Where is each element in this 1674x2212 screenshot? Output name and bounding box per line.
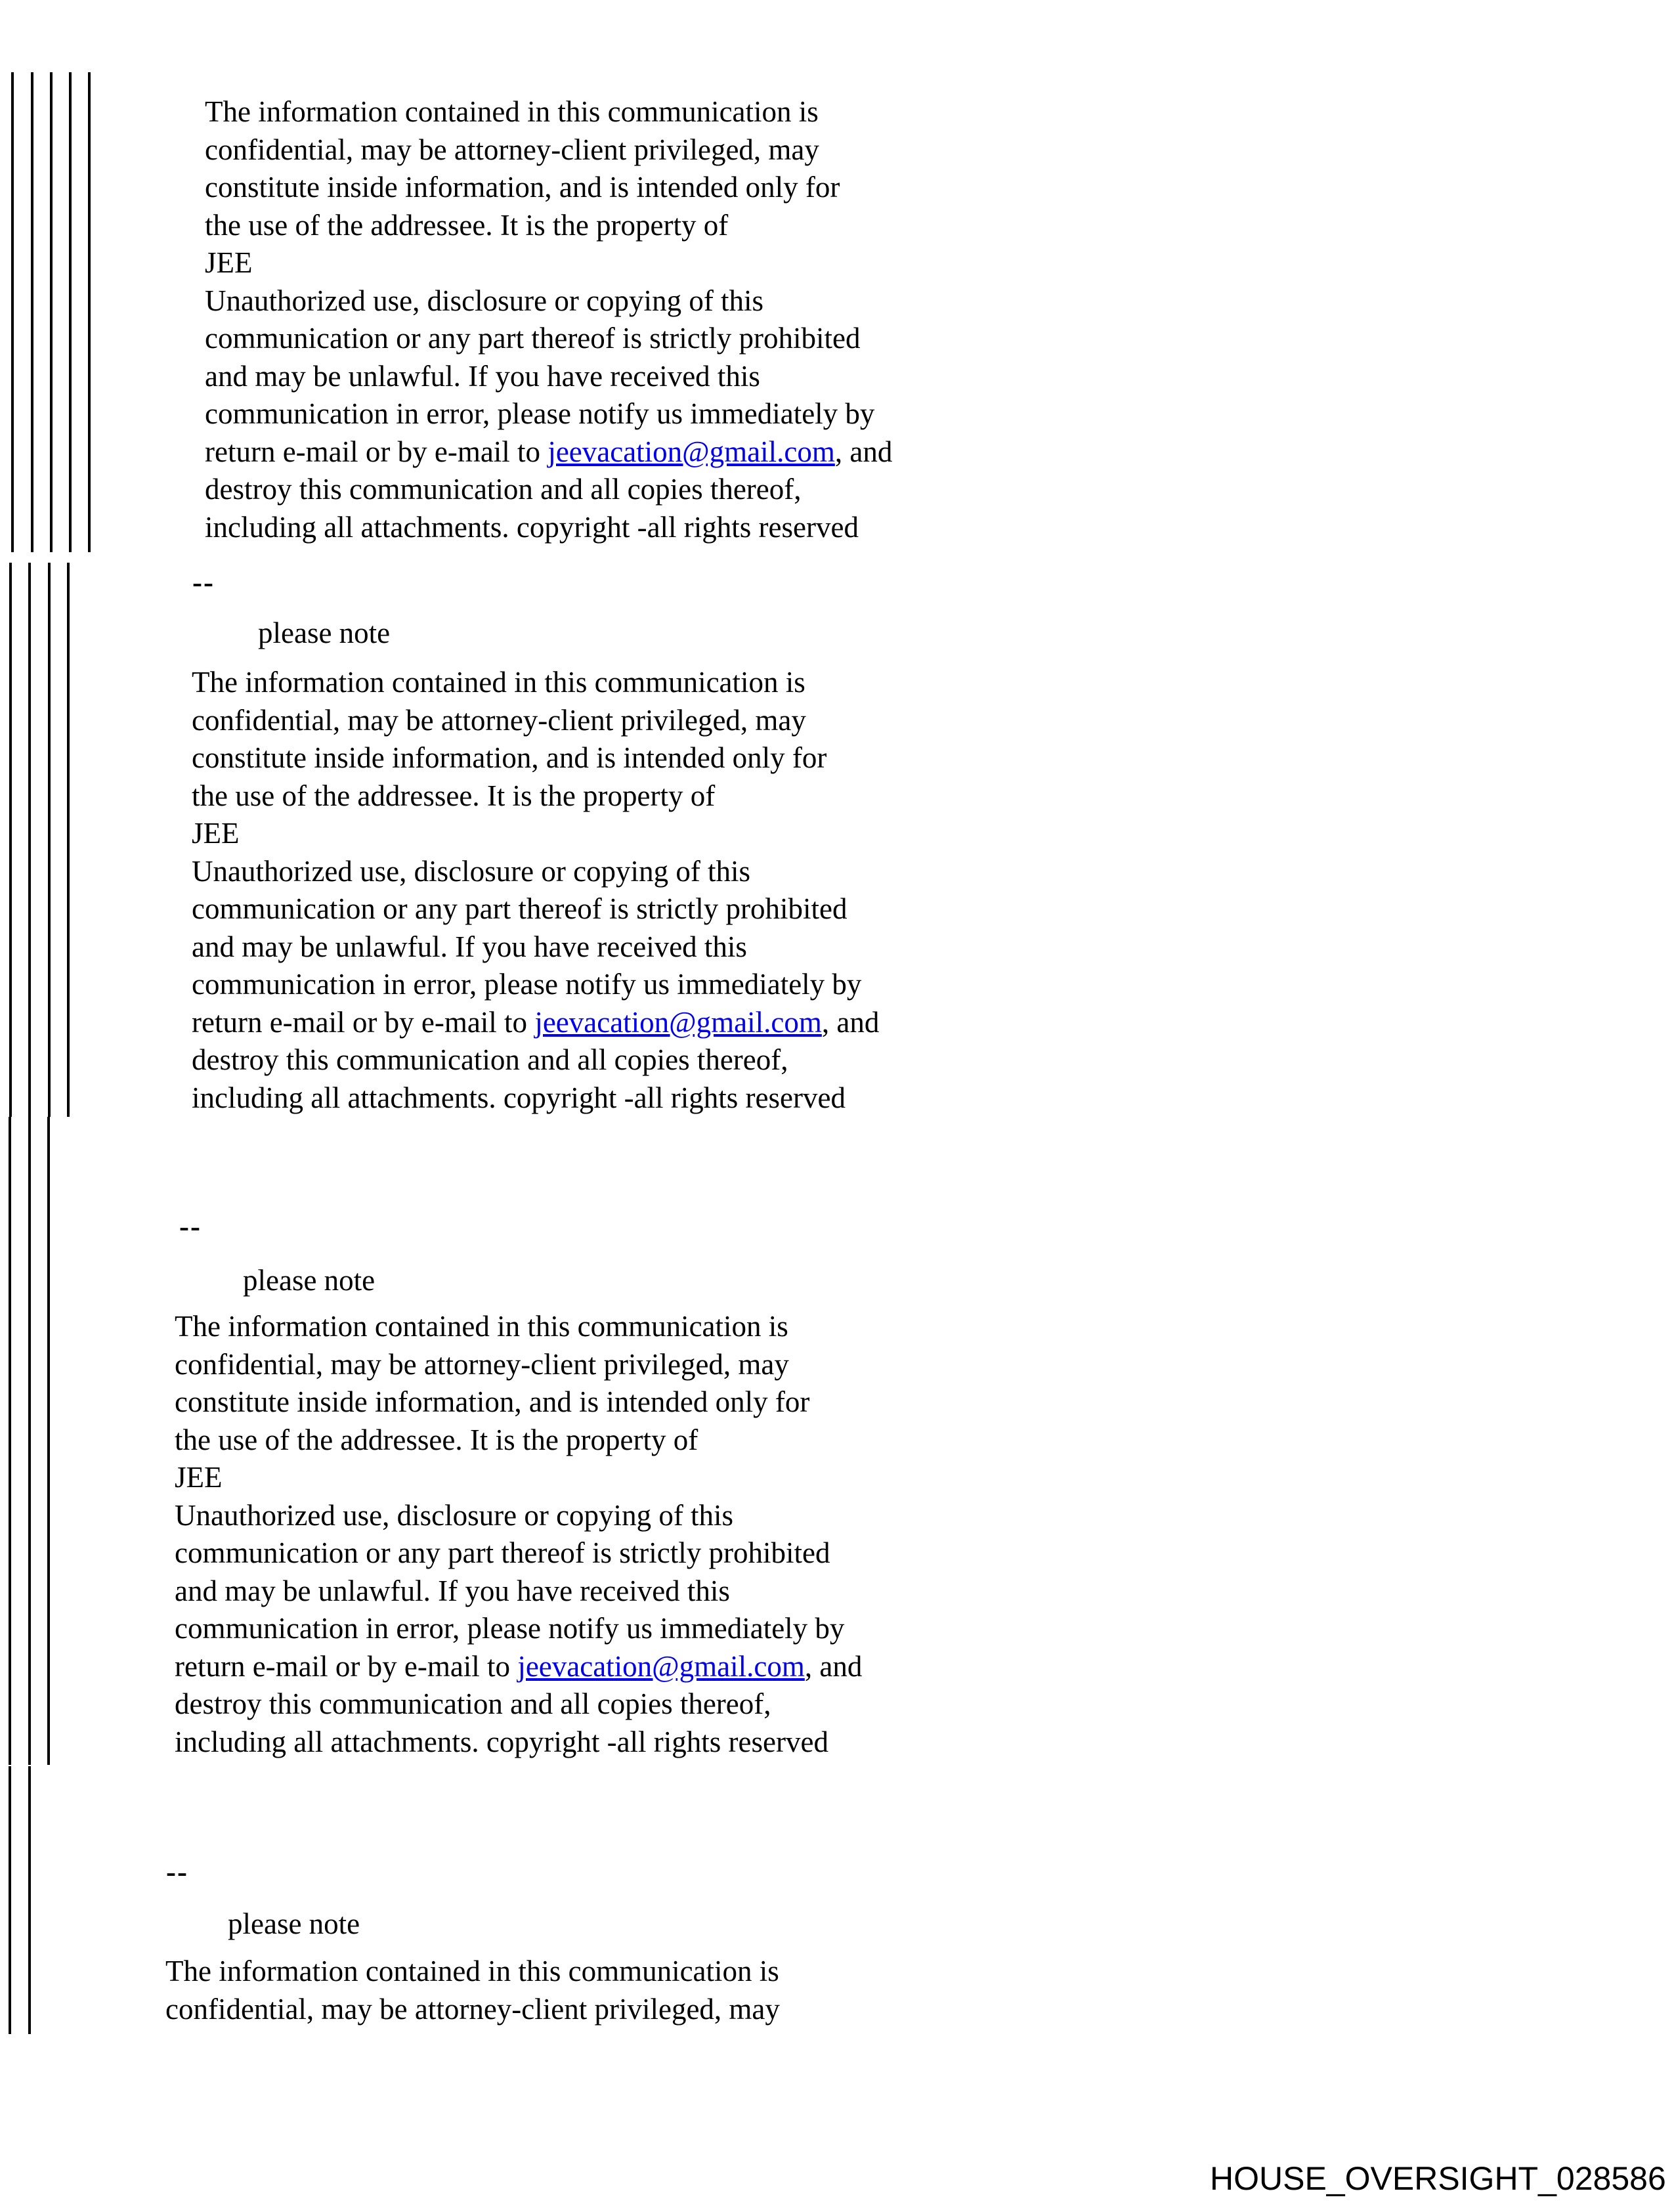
quote-level-bar: [9, 1766, 11, 2034]
disclaimer-line-suffix: , and: [821, 1005, 880, 1039]
please-note-label: please note: [228, 1907, 360, 1940]
disclaimer-line: the use of the addressee. It is the property of: [192, 779, 716, 812]
disclaimer-line: JEE: [175, 1461, 223, 1494]
disclaimer-line: destroy this communication and all copies thereof,: [192, 1043, 788, 1076]
disclaimer-line-suffix: , and: [804, 1649, 863, 1683]
disclaimer-line: confidential, may be attorney-client privileged, may: [175, 1347, 789, 1381]
disclaimer-line: Unauthorized use, disclosure or copying of this: [175, 1498, 734, 1532]
please-note-label: please note: [243, 1264, 376, 1297]
disclaimer-line: and may be unlawful. If you have received this: [205, 359, 760, 393]
disclaimer-line: The information contained in this communication is: [192, 666, 805, 699]
quote-level-bar: [28, 1117, 31, 1765]
quote-level-bar: [9, 1117, 11, 1765]
disclaimer-line: JEE: [205, 246, 253, 279]
disclaimer-line: Unauthorized use, disclosure or copying of this: [205, 284, 764, 317]
email-link[interactable]: jeevacation@gmail.com: [517, 1649, 805, 1683]
email-link[interactable]: jeevacation@gmail.com: [547, 435, 835, 468]
quote-level-bar: [28, 1766, 31, 2034]
disclaimer-line: including all attachments. copyright -all rights reserved: [175, 1725, 828, 1758]
quote-level-bar: [31, 72, 33, 552]
disclaimer-line-suffix: , and: [834, 435, 893, 468]
disclaimer-line: communication or any part thereof is strictly prohibited: [175, 1536, 830, 1569]
quote-level-bar: [47, 1117, 50, 1765]
disclaimer-line: and may be unlawful. If you have received this: [175, 1574, 730, 1607]
disclaimer-line: Unauthorized use, disclosure or copying of this: [192, 854, 751, 888]
disclaimer-line: and may be unlawful. If you have received this: [192, 930, 747, 963]
disclaimer-line-prefix: return e-mail or by e-mail to: [205, 435, 548, 468]
disclaimer-line: constitute inside information, and is intended only for: [192, 741, 827, 774]
quote-level-bar: [88, 72, 91, 552]
quote-level-bar: [69, 72, 72, 552]
signature-separator: --: [166, 1855, 188, 1888]
disclaimer-line: confidential, may be attorney-client privileged, may: [205, 133, 819, 166]
disclaimer-line: JEE: [192, 817, 240, 850]
disclaimer-line: [192, 1004, 879, 1042]
disclaimer-line: confidential, may be attorney-client privileged, may: [192, 703, 806, 737]
disclaimer-line: [205, 433, 892, 471]
quote-level-bar: [50, 72, 53, 552]
quote-level-bar: [48, 563, 51, 1117]
disclaimer-line: communication or any part thereof is strictly prohibited: [192, 892, 848, 925]
signature-separator: --: [192, 566, 215, 599]
quote-level-bar: [67, 563, 70, 1117]
disclaimer-line: communication in error, please notify us immediately by: [175, 1612, 845, 1645]
disclaimer-line: The information contained in this communication is: [205, 95, 819, 128]
disclaimer-line: The information contained in this communication is: [165, 1955, 779, 1987]
disclaimer-line-prefix: return e-mail or by e-mail to: [175, 1649, 518, 1683]
signature-separator: --: [179, 1210, 202, 1243]
disclaimer-line: including all attachments. copyright -all rights reserved: [192, 1081, 846, 1114]
disclaimer-line: the use of the addressee. It is the property of: [175, 1423, 698, 1456]
quote-level-bar: [9, 563, 12, 1117]
disclaimer-line: constitute inside information, and is intended only for: [175, 1385, 810, 1418]
quote-level-bar: [11, 72, 14, 552]
disclaimer-line: destroy this communication and all copies thereof,: [175, 1687, 771, 1720]
disclaimer-line: the use of the addressee. It is the property of: [205, 208, 729, 242]
disclaimer-line: destroy this communication and all copies thereof,: [205, 473, 802, 506]
disclaimer-line: constitute inside information, and is intended only for: [205, 171, 840, 204]
disclaimer-line: communication in error, please notify us immediately by: [192, 968, 862, 1001]
please-note-label: please note: [258, 617, 391, 649]
disclaimer-line: communication in error, please notify us immediately by: [205, 397, 875, 430]
disclaimer-line: including all attachments. copyright -all rights reserved: [205, 510, 859, 544]
disclaimer-line: [175, 1648, 862, 1686]
quote-level-bar: [28, 563, 31, 1117]
disclaimer-line: confidential, may be attorney-client privileged, may: [165, 1992, 780, 2026]
email-link[interactable]: jeevacation@gmail.com: [534, 1005, 822, 1039]
disclaimer-line: communication or any part thereof is strictly prohibited: [205, 322, 861, 355]
bates-number: HOUSE_OVERSIGHT_028586: [1210, 2160, 1666, 2197]
disclaimer-line: The information contained in this communication is: [175, 1310, 788, 1343]
disclaimer-line-prefix: return e-mail or by e-mail to: [192, 1005, 535, 1039]
